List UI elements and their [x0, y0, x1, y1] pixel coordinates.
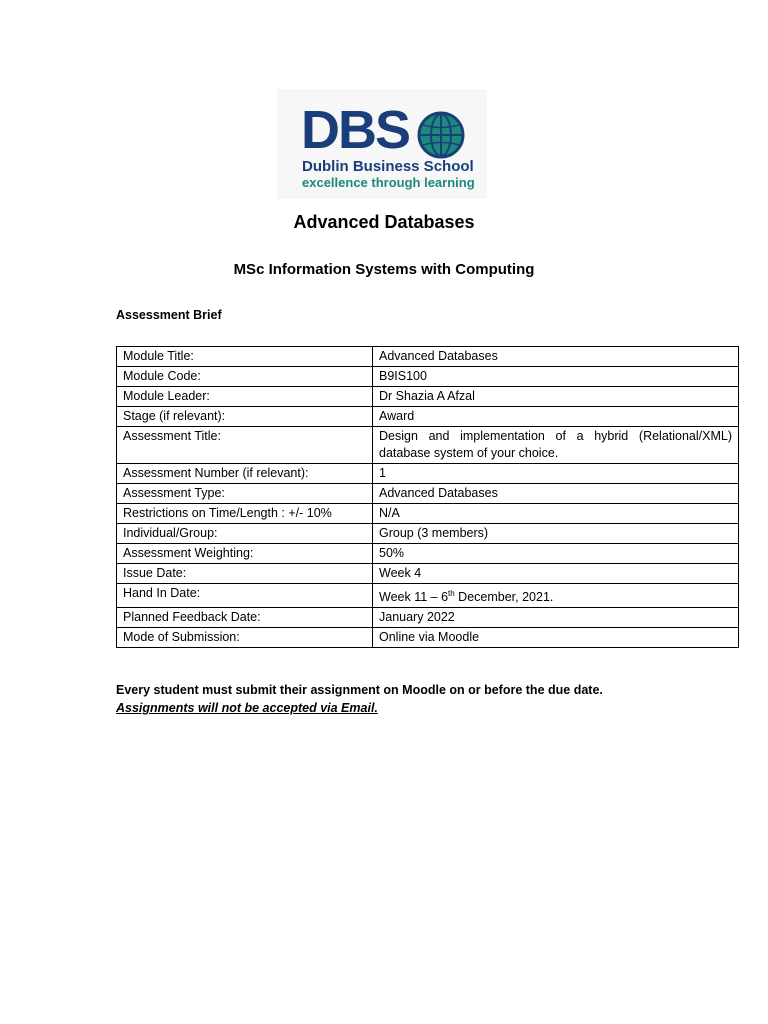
assessment-table	[116, 346, 739, 648]
table-row	[117, 524, 739, 544]
logo-name: Dublin Business School	[302, 158, 474, 175]
table-row	[117, 387, 739, 407]
table-row	[117, 628, 739, 648]
row-label: Planned Feedback Date:	[117, 608, 373, 628]
row-value: Online via Moodle	[373, 628, 739, 648]
row-value: Advanced Databases	[373, 347, 739, 367]
table-row	[117, 484, 739, 504]
table-row	[117, 544, 739, 564]
submission-notice: Every student must submit their assignment on Moodle on or before the due date.	[116, 683, 603, 697]
row-label: Module Leader:	[117, 387, 373, 407]
row-value: Group (3 members)	[373, 524, 739, 544]
logo-tagline: excellence through learning	[302, 175, 475, 190]
row-label: Assessment Title:	[117, 427, 373, 464]
table-row	[117, 407, 739, 427]
logo-acronym: DBS	[301, 100, 410, 160]
row-value-text: Week 11 – 6	[379, 590, 449, 605]
row-value-sup: th	[448, 589, 455, 598]
row-value: N/A	[373, 504, 739, 524]
document-subtitle: MSc Information Systems with Computing	[233, 261, 535, 278]
row-label: Module Title:	[117, 347, 373, 367]
row-value: B9IS100	[373, 367, 739, 387]
row-label: Individual/Group:	[117, 524, 373, 544]
row-value: January 2022	[373, 608, 739, 628]
row-value-suffix: December, 2021.	[454, 590, 554, 605]
table-row	[117, 564, 739, 584]
dbs-logo	[277, 89, 487, 199]
assessment-brief-heading: Assessment Brief	[116, 308, 222, 322]
document-title: Advanced Databases	[293, 212, 475, 232]
row-label: Restrictions on Time/Length : +/- 10%	[117, 504, 373, 524]
row-label: Hand In Date:	[117, 584, 373, 608]
row-label: Assessment Weighting:	[117, 544, 373, 564]
row-value: 50%	[373, 544, 739, 564]
row-value: Dr Shazia A Afzal	[373, 387, 739, 407]
row-label: Issue Date:	[117, 564, 373, 584]
table-row	[117, 608, 739, 628]
row-label: Stage (if relevant):	[117, 407, 373, 427]
email-warning: Assignments will not be accepted via Email.	[116, 701, 378, 715]
row-value: Advanced Databases	[373, 484, 739, 504]
row-value: 1	[373, 464, 739, 484]
row-label: Mode of Submission:	[117, 628, 373, 648]
table-row	[117, 584, 739, 608]
table-row	[117, 464, 739, 484]
row-value	[373, 584, 739, 608]
table-row	[117, 367, 739, 387]
table-row	[117, 504, 739, 524]
row-value: Week 4	[373, 564, 739, 584]
row-label: Assessment Number (if relevant):	[117, 464, 373, 484]
globe-icon	[416, 110, 466, 160]
table-row	[117, 347, 739, 367]
row-value: Award	[373, 407, 739, 427]
row-label: Module Code:	[117, 367, 373, 387]
table-row	[117, 427, 739, 464]
row-value: Design and implementation of a hybrid (Relational/XML) database system of your choice.	[373, 427, 739, 464]
row-label: Assessment Type:	[117, 484, 373, 504]
